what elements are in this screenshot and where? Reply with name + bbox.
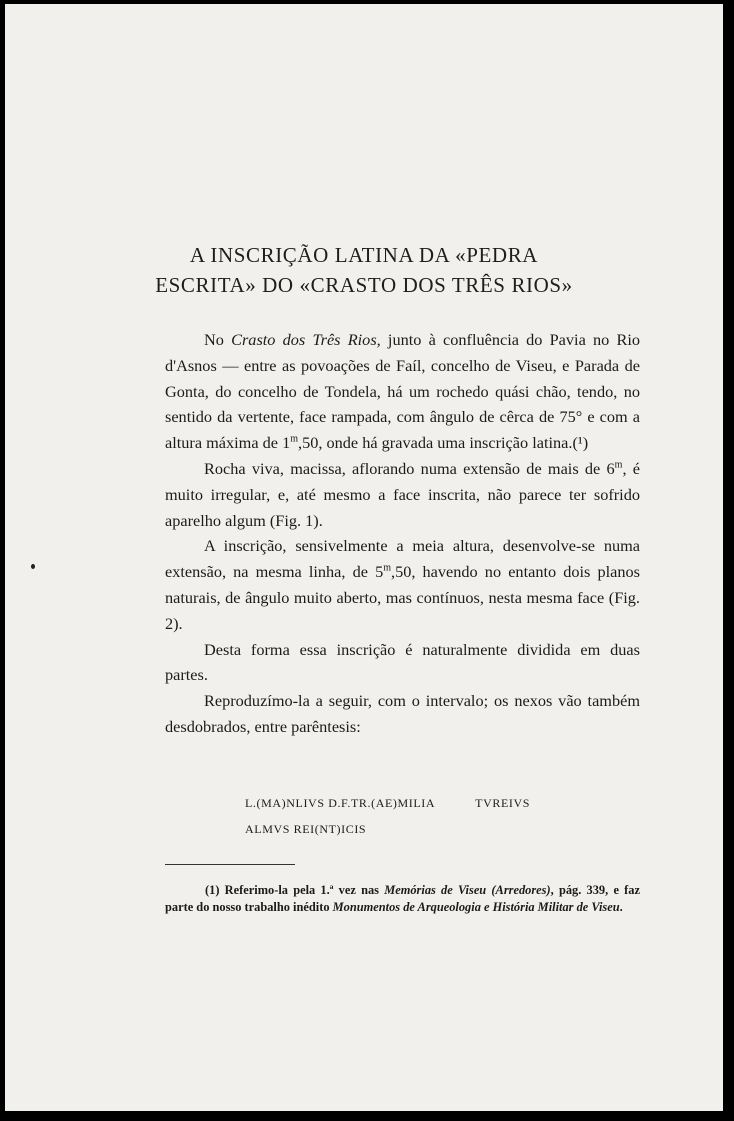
footnote-reference: (¹): [572, 433, 589, 453]
p1-text-c: ,50, onde há gravada uma inscrição latina.: [298, 433, 573, 453]
footnote-divider: [165, 864, 295, 865]
ink-speck: [31, 564, 35, 569]
p2-text-a: Rocha viva, macissa, aflorando numa extensão de mais de 6: [204, 458, 615, 478]
footnote-text: [165, 882, 640, 916]
footnote-italic-1: Memórias de Viseu (Arredores): [384, 883, 551, 897]
p3-superscript: m: [383, 562, 391, 574]
title-line-2: ESCRITA» DO «CRASTO DOS TRÊS RIOS»: [155, 273, 573, 297]
paragraph-1: [165, 327, 640, 456]
p1-italic: Crasto dos Três Rios,: [231, 330, 381, 349]
inscription-line-2: [245, 816, 530, 842]
paragraph-2: [165, 456, 640, 533]
p3-text-b: ,50, havendo no entanto dois planos naturais, de ângulo muito aberto, mas contínuos, nesta mesma face (Fig. 2).: [165, 562, 640, 633]
footnote: [165, 882, 640, 916]
page-title: [35, 240, 693, 300]
paragraph-4: Desta forma essa inscrição é naturalmente dividida em duas partes.: [165, 639, 640, 685]
document-page: [5, 4, 723, 1111]
footnote-marker: (1): [205, 883, 220, 897]
footnote-text-c: .: [619, 900, 623, 914]
body-text: [165, 327, 640, 740]
paragraph-3: [165, 533, 640, 636]
inscription-line-1: [245, 790, 530, 816]
inscription-line-1-right: TVREIVS: [475, 796, 531, 810]
p1-text-a: No: [204, 330, 232, 349]
p2-superscript: m: [614, 459, 623, 471]
footnote-italic-2: Monumentos de Arqueologia e História Militar de Viseu: [332, 900, 620, 914]
title-line-1: A INSCRIÇÃO LATINA DA «PEDRA: [189, 243, 539, 267]
p1-superscript: m: [290, 433, 299, 445]
p2-text-b: , é muito irregular, e, até mesmo a face inscrita, não parece ter sofrido aparelho algum (Fig. 1).: [165, 458, 640, 530]
footnote-text-a: Referimo-la pela 1.ª vez nas: [219, 883, 385, 897]
p3-text-a: A inscrição, sensivelmente a meia altura, desenvolve-se numa extensão, na mesma linha, de 5: [165, 536, 640, 582]
footnote-text-b: , pág. 339, e faz parte do nosso trabalho inédito: [165, 883, 640, 914]
inscription-line-2-left: ALMVS REI(NT)ICIS: [245, 822, 367, 836]
paragraph-5: Reproduzímo-la a seguir, com o intervalo; os nexos vão também desdobrados, entre parêntesis:: [165, 691, 640, 736]
latin-inscription: [245, 790, 530, 842]
inscription-line-1-left: L.(MA)NLIVS D.F.TR.(AE)MILIA: [245, 796, 436, 810]
p1-text-b: junto à confluência do Pavia no Rio d'Asnos — entre as povoações de Faíl, concelho de Viseu, e Parada de Gonta, do concelho de Tondela, há um rochedo quási chão, tendo, no sentido da vertente, face rampada, com ângulo de cêrca de 75° e com a altura máxima de 1: [165, 330, 641, 453]
